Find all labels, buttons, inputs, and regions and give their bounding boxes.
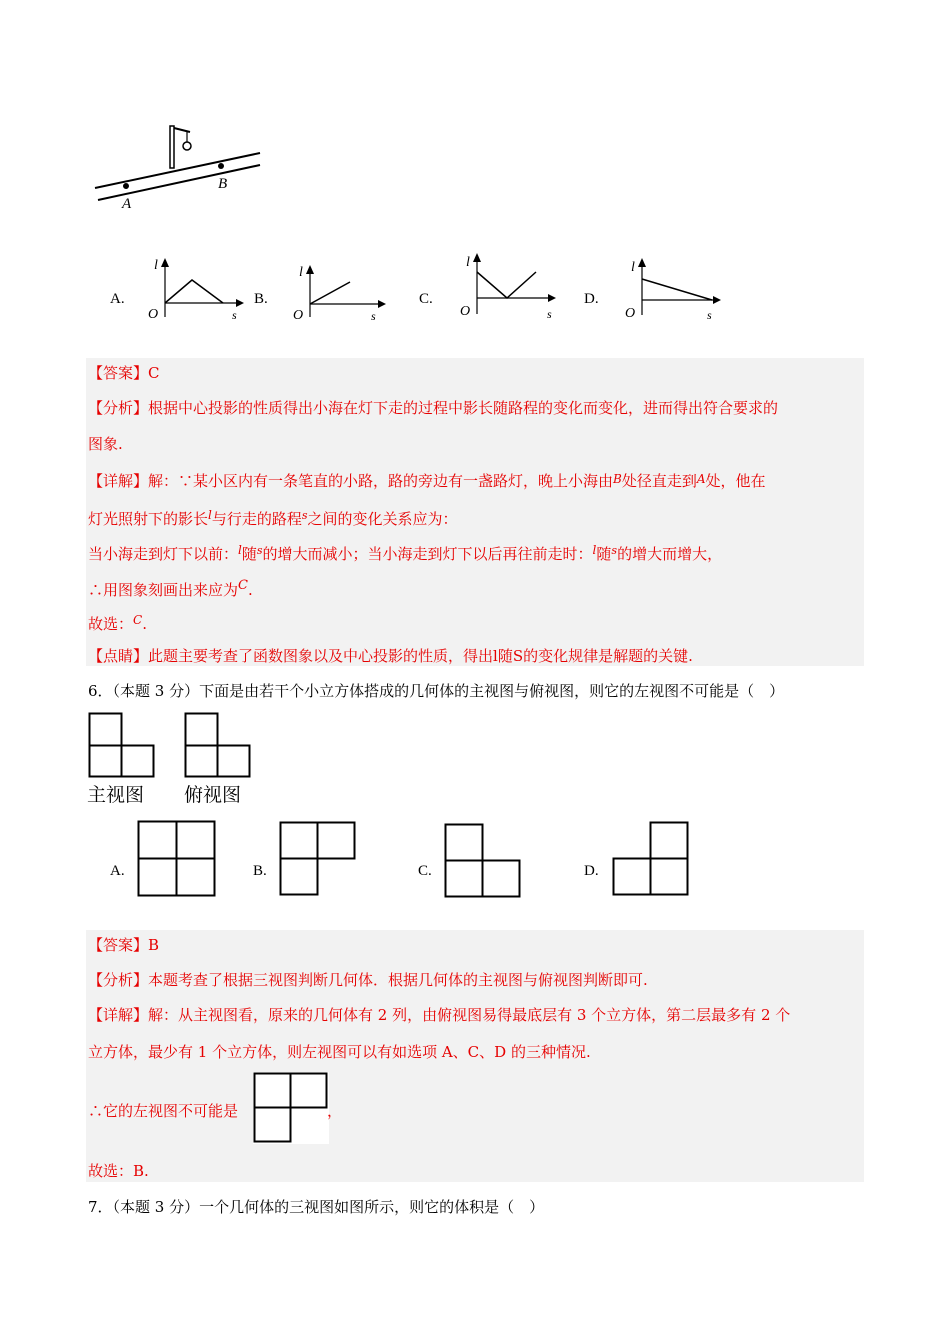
svg-text:l: l (466, 255, 470, 270)
q5-answer-line: 【答案】C (88, 364, 160, 382)
q6-top-view-caption: 俯视图 (184, 784, 242, 806)
q5-option-c-label: C. (419, 291, 433, 307)
svg-text:O: O (148, 307, 159, 322)
svg-text:s: s (232, 308, 237, 322)
point-b-label: B (218, 176, 228, 192)
q5-option-a-label: A. (110, 291, 125, 307)
q6-conclusion-line: ∴它的左视图不可能是 (88, 1102, 239, 1120)
svg-text:s: s (547, 307, 552, 321)
q6-conclusion-figure (253, 1072, 329, 1144)
svg-text:O: O (460, 304, 471, 319)
q6-option-b-label: B. (253, 863, 267, 879)
q5-option-a-graph (140, 255, 250, 325)
q6-analysis-line: 【分析】本题考查了根据三视图判断几何体．根据几何体的主视图与俯视图判断即可. (88, 971, 648, 989)
q6-front-view-figure (88, 712, 158, 778)
q5-detail-line-4: ∴用图象刻画出来应为C. (88, 578, 253, 599)
q6-option-a-figure (137, 820, 217, 898)
q6-option-d-figure (612, 821, 692, 897)
q5-detail-line-3: 当小海走到灯下以前：$^l$随$^s$的增大而减小；当小海走到灯下以后再往前走时：$^l$随$^s$的增大而增大， (88, 543, 723, 563)
q5-option-d-label: D. (584, 291, 599, 307)
q6-conclusion-comma: ， (327, 1102, 343, 1120)
svg-text:O: O (293, 308, 304, 323)
q5-option-b-label: B. (254, 291, 268, 307)
q6-option-c-label: C. (418, 863, 432, 879)
svg-text:l: l (631, 260, 635, 275)
q6-question: 6．（本题 3 分）下面是由若干个小立方体搭成的几何体的主视图与俯视图，则它的左视图不可能是（ ） (88, 682, 785, 700)
q5-analysis-line-2: 图象. (88, 435, 123, 453)
svg-text:O: O (625, 306, 636, 321)
svg-text:l: l (299, 265, 303, 280)
q5-choose-line: 故选：$^C$. (88, 613, 147, 633)
q5-detail-line-2: 灯光照射下的影长$^l$与行走的路程$^s$之间的变化关系应为： (88, 508, 458, 528)
q6-detail-line-1: 【详解】解：从主视图看，原来的几何体有 2 列，由俯视图易得最底层有 3 个立方体，第二层最多有 2 个 (88, 1006, 791, 1024)
q6-answer-line: 【答案】B (88, 936, 160, 954)
svg-text:s: s (707, 308, 712, 322)
q6-option-d-label: D. (584, 863, 599, 879)
q5-option-d-graph (617, 255, 727, 323)
svg-text:l: l (154, 258, 158, 273)
q5-comment-line: 【点睛】此题主要考查了函数图象以及中心投影的性质，得出l随S的变化规律是解题的关键. (88, 647, 693, 665)
q6-detail-line-2: 立方体，最少有 1 个立方体，则左视图可以有如选项 A、C、D 的三种情况. (88, 1043, 591, 1061)
q5-option-c-graph (452, 250, 562, 322)
point-a-label: A (122, 196, 132, 212)
q6-option-b-figure (279, 821, 359, 897)
q6-top-view-figure (184, 712, 254, 778)
lamp-road-figure (90, 118, 270, 218)
q6-option-c-figure (444, 823, 524, 899)
q6-front-view-caption: 主视图 (87, 784, 145, 806)
svg-text:s: s (371, 309, 376, 323)
q6-choose-line: 故选：B. (88, 1162, 149, 1180)
q6-option-a-label: A. (110, 863, 125, 879)
q5-detail-line-1: 【详解】解：∵某小区内有一条笔直的小路，路的旁边有一盏路灯，晚上小海由$^B$处径直走到$^A$处，他在 (88, 472, 766, 490)
q5-analysis-line: 【分析】根据中心投影的性质得出小海在灯下走的过程中影长随路程的变化而变化，进而得出符合要求的 (88, 399, 779, 417)
q5-option-b-graph (285, 262, 390, 324)
q7-question: 7．（本题 3 分）一个几何体的三视图如图所示，则它的体积是（ ） (88, 1198, 545, 1216)
